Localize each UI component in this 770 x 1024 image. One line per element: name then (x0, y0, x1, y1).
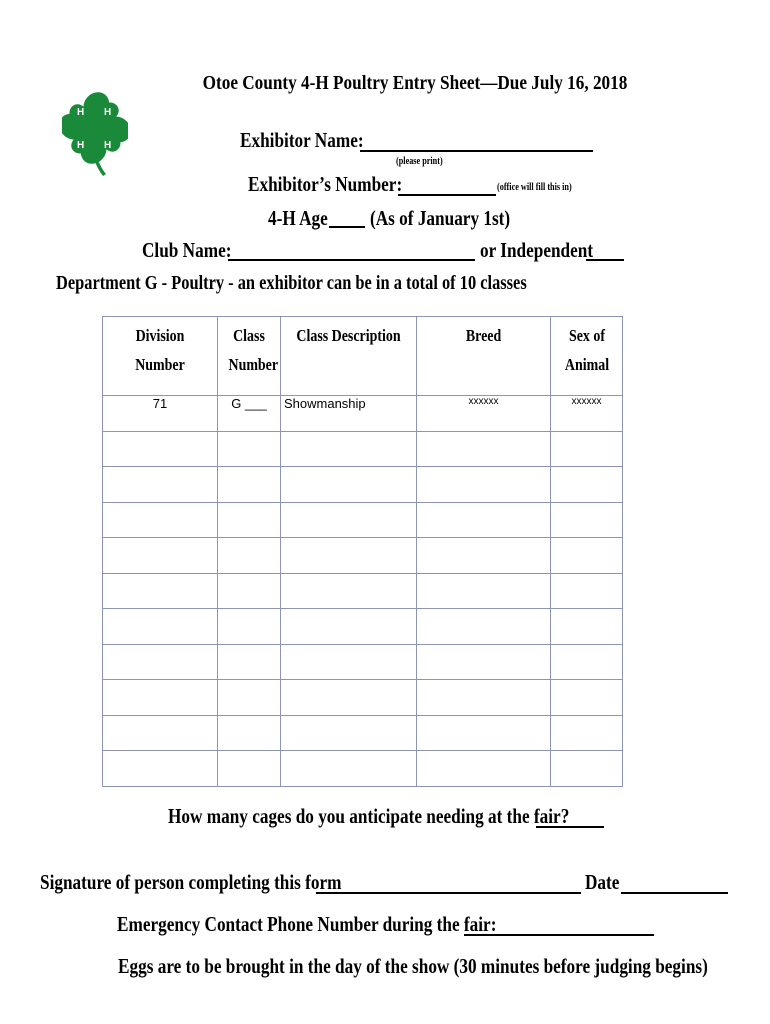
table-row (103, 644, 623, 680)
office-note-text: (office will fill this in) (497, 182, 572, 193)
column-header (103, 317, 218, 396)
table-header-row (103, 317, 623, 396)
class-number-cell[interactable] (218, 680, 281, 716)
svg-text:H: H (104, 140, 112, 151)
table-row (103, 751, 623, 787)
exhibitor-name-label: Exhibitor Name: (240, 128, 364, 152)
svg-text:H: H (104, 107, 112, 118)
class-number-cell[interactable] (218, 431, 281, 467)
sex-cell[interactable] (551, 538, 623, 574)
sex-cell[interactable] (551, 431, 623, 467)
division-number-cell[interactable] (103, 751, 218, 787)
sex-cell[interactable] (551, 751, 623, 787)
class-description-cell[interactable] (281, 751, 417, 787)
class-number-cell[interactable]: G ___ (218, 396, 281, 432)
sex-cell[interactable] (551, 609, 623, 645)
sex-cell[interactable] (551, 680, 623, 716)
emergency-label-text: Emergency Contact Phone Number during the fair: (117, 912, 497, 936)
class-description-cell[interactable] (281, 609, 417, 645)
please-print-text: (please print) (396, 156, 443, 167)
date-field[interactable] (621, 876, 728, 894)
division-number-cell[interactable] (103, 644, 218, 680)
division-number-cell[interactable] (103, 680, 218, 716)
breed-cell[interactable] (417, 573, 551, 609)
class-number-cell[interactable] (218, 573, 281, 609)
exhibitor-number-label: Exhibitor’s Number: (248, 172, 403, 196)
division-number-cell[interactable] (103, 538, 218, 574)
class-description-cell[interactable] (281, 644, 417, 680)
eggs-note-text: Eggs are to be brought in the day of the show (30 minutes before judging begins) (118, 954, 708, 978)
class-number-cell[interactable] (218, 502, 281, 538)
breed-cell[interactable] (417, 609, 551, 645)
class-description-cell[interactable] (281, 680, 417, 716)
breed-cell[interactable] (417, 715, 551, 751)
class-number-cell[interactable] (218, 538, 281, 574)
breed-cell[interactable] (417, 538, 551, 574)
department-line (56, 272, 630, 295)
breed-cell[interactable] (417, 680, 551, 716)
please-print-note (396, 156, 453, 167)
class-description-cell[interactable]: Showmanship (281, 396, 417, 432)
svg-text:H: H (77, 140, 85, 151)
table-row (103, 502, 623, 538)
division-number-cell[interactable] (103, 431, 218, 467)
breed-cell[interactable] (417, 644, 551, 680)
column-header-text: Class Description (296, 326, 401, 345)
division-number-cell[interactable] (103, 502, 218, 538)
page-title (58, 72, 720, 95)
table-row (103, 396, 623, 432)
class-description-cell[interactable] (281, 715, 417, 751)
four-h-clover-icon (62, 90, 128, 176)
column-header (551, 317, 623, 396)
svg-text:H: H (77, 107, 85, 118)
class-description-cell[interactable] (281, 538, 417, 574)
division-number-cell[interactable] (103, 467, 218, 503)
column-header (281, 317, 417, 396)
class-description-cell[interactable] (281, 573, 417, 609)
table-row (103, 538, 623, 574)
table-row (103, 573, 623, 609)
signature-field[interactable] (316, 876, 581, 894)
division-number-cell[interactable] (103, 573, 218, 609)
division-number-cell[interactable] (103, 715, 218, 751)
page-title-text: Otoe County 4-H Poultry Entry Sheet—Due July 16, 2018 (202, 72, 628, 94)
column-header-text: Class Number (228, 326, 279, 374)
independent-field[interactable] (586, 243, 624, 261)
sex-cell[interactable] (551, 715, 623, 751)
cages-field[interactable] (536, 810, 604, 828)
sex-cell[interactable] (551, 573, 623, 609)
age-field[interactable] (329, 210, 365, 228)
club-name-field[interactable] (228, 243, 475, 261)
breed-cell[interactable] (417, 467, 551, 503)
exhibitor-number-field[interactable] (398, 178, 496, 196)
breed-cell[interactable] (417, 751, 551, 787)
division-number-cell[interactable] (103, 609, 218, 645)
age-note-text: (As of January 1st) (370, 206, 511, 230)
table-row (103, 431, 623, 467)
department-text: Department G - Poultry - an exhibitor can be in a total of 10 classes (56, 272, 527, 294)
entries-table (102, 316, 623, 787)
signature-label-text: Signature of person completing this form (40, 870, 342, 894)
emergency-phone-field[interactable] (464, 918, 654, 936)
class-number-cell[interactable] (218, 644, 281, 680)
class-description-cell[interactable] (281, 467, 417, 503)
age-label-text: 4-H Age (268, 206, 328, 230)
breed-cell[interactable]: xxxxxx (417, 396, 551, 432)
column-header (417, 317, 551, 396)
column-header-text: Division Number (135, 326, 185, 374)
class-description-cell[interactable] (281, 431, 417, 467)
column-header-text: Sex of Animal (564, 326, 609, 374)
date-label-text: Date (585, 870, 620, 894)
table-row (103, 609, 623, 645)
sex-cell[interactable]: xxxxxx (551, 396, 623, 432)
club-label-text: Club Name: (142, 238, 232, 262)
column-header-text: Breed (465, 326, 502, 345)
eggs-note (118, 954, 770, 979)
table-row (103, 467, 623, 503)
breed-cell[interactable] (417, 431, 551, 467)
independent-label-text: or Independent (480, 238, 594, 262)
class-description-cell[interactable] (281, 502, 417, 538)
age-note (370, 206, 541, 231)
cages-question-text: How many cages do you anticipate needing at the fair? (168, 804, 570, 828)
breed-cell[interactable] (417, 502, 551, 538)
division-number-cell[interactable]: 71 (103, 396, 218, 432)
sex-cell[interactable] (551, 644, 623, 680)
class-number-cell[interactable] (218, 715, 281, 751)
class-number-cell[interactable] (218, 609, 281, 645)
class-number-cell[interactable] (218, 751, 281, 787)
class-number-cell[interactable] (218, 467, 281, 503)
exhibitor-name-field[interactable] (360, 134, 593, 152)
sex-cell[interactable] (551, 467, 623, 503)
sex-cell[interactable] (551, 502, 623, 538)
office-note (497, 182, 588, 193)
table-row (103, 680, 623, 716)
table-row (103, 715, 623, 751)
column-header (218, 317, 281, 396)
